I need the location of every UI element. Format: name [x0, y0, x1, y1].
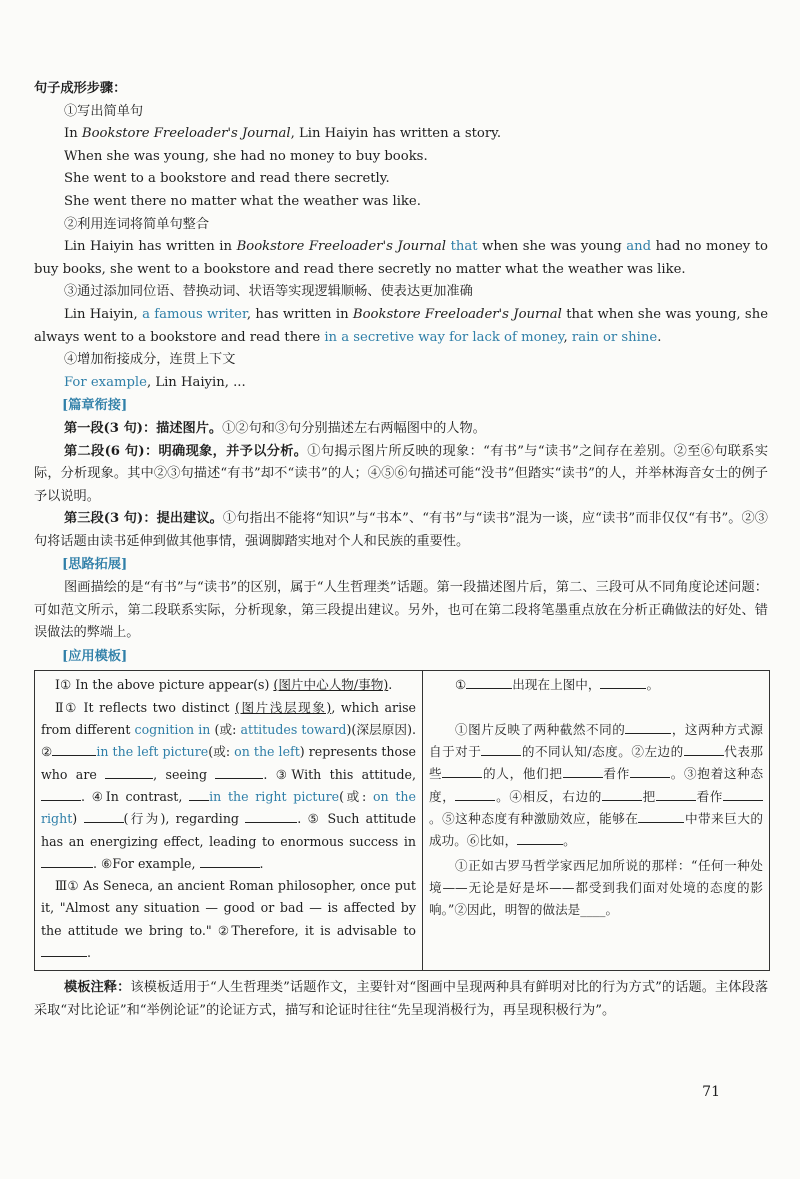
blank — [455, 786, 495, 801]
blank — [517, 830, 563, 845]
step3-sentence: Lin Haiyin, a famous writer, has written in Bookstore Freeloader's Journal that when she was young, she always went to a bookstore and read there in a secretive way for lack of money, rain or shine. — [34, 306, 768, 345]
structure-para-1: 第一段(3 句)：描述图片。①②句和③句分别描述左右两幅图中的人物。 — [64, 420, 486, 436]
blank — [105, 764, 153, 779]
blank — [602, 786, 642, 801]
blank — [481, 741, 521, 756]
blank — [189, 786, 209, 801]
template-cn-para-2: ①图片反映了两种截然不同的 ，这两种方式源自于对于 的不同认知/态度。②左边的 代表那些 的人，他们把 看作 。③抱着这种态度， 。④相反，右边的 把 看作。⑤这种态度有种激励效应，能够在 中带来巨大的成功。⑥比如， 。 — [429, 719, 763, 853]
blank — [684, 741, 724, 756]
transition-phrase: For example — [64, 374, 147, 390]
step1-line-1: In Bookstore Freeloader's Journal, Lin Haiyin has written a story. — [64, 126, 502, 142]
template-english — [35, 671, 423, 971]
structure-para-3: 第三段(3 句)：提出建议。①句指出不能将“知识”与“书本”、“有书”与“读书”混为一谈，应“读书”而非仅仅“有书”。②③句将话题由读书延伸到做其他事情，强调脚踏实地对个人和民族的重要性。 — [34, 511, 768, 549]
step2-heading: ②利用连词将简单句整合 — [64, 216, 210, 232]
blank — [41, 853, 93, 868]
book-title: Bookstore Freeloader's Journal — [236, 239, 447, 255]
blank — [638, 808, 684, 823]
step4-sentence: For example, Lin Haiyin, ... — [64, 374, 246, 390]
extension-label: [思路拓展] — [62, 557, 128, 573]
blank — [676, 786, 696, 801]
step1-line-2: When she was young, she had no money to buy books. — [64, 148, 428, 164]
blank — [200, 853, 260, 868]
blank — [656, 786, 676, 801]
structure-para-2: 第二段(6 句)：明确现象，并予以分析。①句揭示图片所反映的现象：“有书”与“读书”之间存在差别。②至⑥句联系实际，分析现象。其中②③句描述“有书”却不“读书”的人；④⑤⑥句描述可能“没书”但踏实“读书”的人，并举林海音女士的例子予以说明。 — [34, 443, 769, 504]
blank — [215, 764, 263, 779]
blank — [600, 674, 646, 689]
appositive: a famous writer — [142, 306, 247, 322]
blank — [41, 942, 87, 957]
step4-heading: ④增加衔接成分，连贯上下文 — [64, 352, 236, 368]
template-chinese — [423, 671, 770, 971]
extension-text: 图画描绘的是“有书”与“读书”的区别，属于“人生哲理类”话题。第一段描述图片后，第二、三段可从不同角度论述问题：可如范文所示，第二段联系实际，分析现象，第三段提出建议。另外，也可在第二段将笔墨重点放在分析正确做法的好处、错误做法的弊端上。 — [34, 580, 768, 641]
page-content — [34, 78, 768, 1022]
template-cn-para-3: ①正如古罗马哲学家西尼加所说的那样：“任何一种处境——无论是好是坏——都受到我们面对处境的态度的影响。”②因此，明智的做法是____。 — [429, 857, 763, 918]
template-cn-para-1: ① 出现在上图中， 。 — [429, 674, 763, 696]
step2-sentence: Lin Haiyin has written in Bookstore Freeloader's Journal that when she was young and had no money to buy books, she went to a bookstore and read there secretly no matter what the weather was like. — [34, 239, 768, 277]
step1-heading: ①写出简单句 — [64, 103, 144, 119]
template-table — [34, 670, 770, 971]
template-en-para-3: Ⅲ① As Seneca, an ancient Roman philosopher, once put it, "Almost any situation — good or bad — is affected by the attitude we bring to." ②Therefore, it is advisable to . — [41, 878, 416, 960]
blank — [625, 719, 671, 734]
template-en-para-2: Ⅱ① It reflects two distinct (图片浅层现象), which arise from different cognition in (或: attitudes toward)(深层原因). ② in the left picture(或: on the left) represents those who are , seeing . ③With this attitude, . ④In contrast, in the right picture(或: on the right) (行为), regarding . ⑤ Such attitude has an energizing effect, leading to enormous success in . ⑥For example, . — [41, 699, 417, 871]
blank — [723, 786, 763, 801]
template-note: 模板注释：该模板适用于“人生哲理类”话题作文，主要针对“图画中呈现两种具有鲜明对比的行为方式”的话题。主体段落采取“对比论证”和“举例论证”的论证方式，描写和论证时往往“先呈现消极行为，再呈现积极行为”。 — [34, 980, 769, 1018]
blank — [245, 808, 297, 823]
conjunction-and: and — [626, 239, 652, 255]
step1-line-4: She went there no matter what the weather was like. — [64, 193, 421, 209]
book-title: Bookstore Freeloader's Journal — [352, 306, 562, 322]
steps-title: 句子成形步骤： — [34, 81, 127, 96]
blank — [630, 763, 670, 778]
template-en-para-1: Ⅰ① In the above picture appear(s) (图片中心人物/事物). — [55, 677, 393, 693]
structure-label: [篇章衔接] — [62, 398, 128, 414]
blank — [466, 674, 512, 689]
blank — [52, 741, 96, 756]
step3-heading: ③通过添加同位语、替换动词、状语等实现逻辑顺畅、使表达更加准确 — [64, 284, 473, 300]
book-title: Bookstore Freeloader's Journal — [81, 126, 291, 142]
template-label: [应用模板] — [62, 648, 128, 664]
page-number: 71 — [702, 1084, 720, 1100]
adverbial-2: rain or shine — [571, 329, 658, 345]
conjunction-that: that — [450, 239, 478, 255]
blank — [84, 808, 124, 823]
blank — [442, 763, 482, 778]
adverbial-1: in a secretive way for lack of money — [324, 329, 564, 345]
blank — [41, 786, 81, 801]
step1-line-3: She went to a bookstore and read there secretly. — [64, 171, 390, 187]
blank — [563, 763, 603, 778]
